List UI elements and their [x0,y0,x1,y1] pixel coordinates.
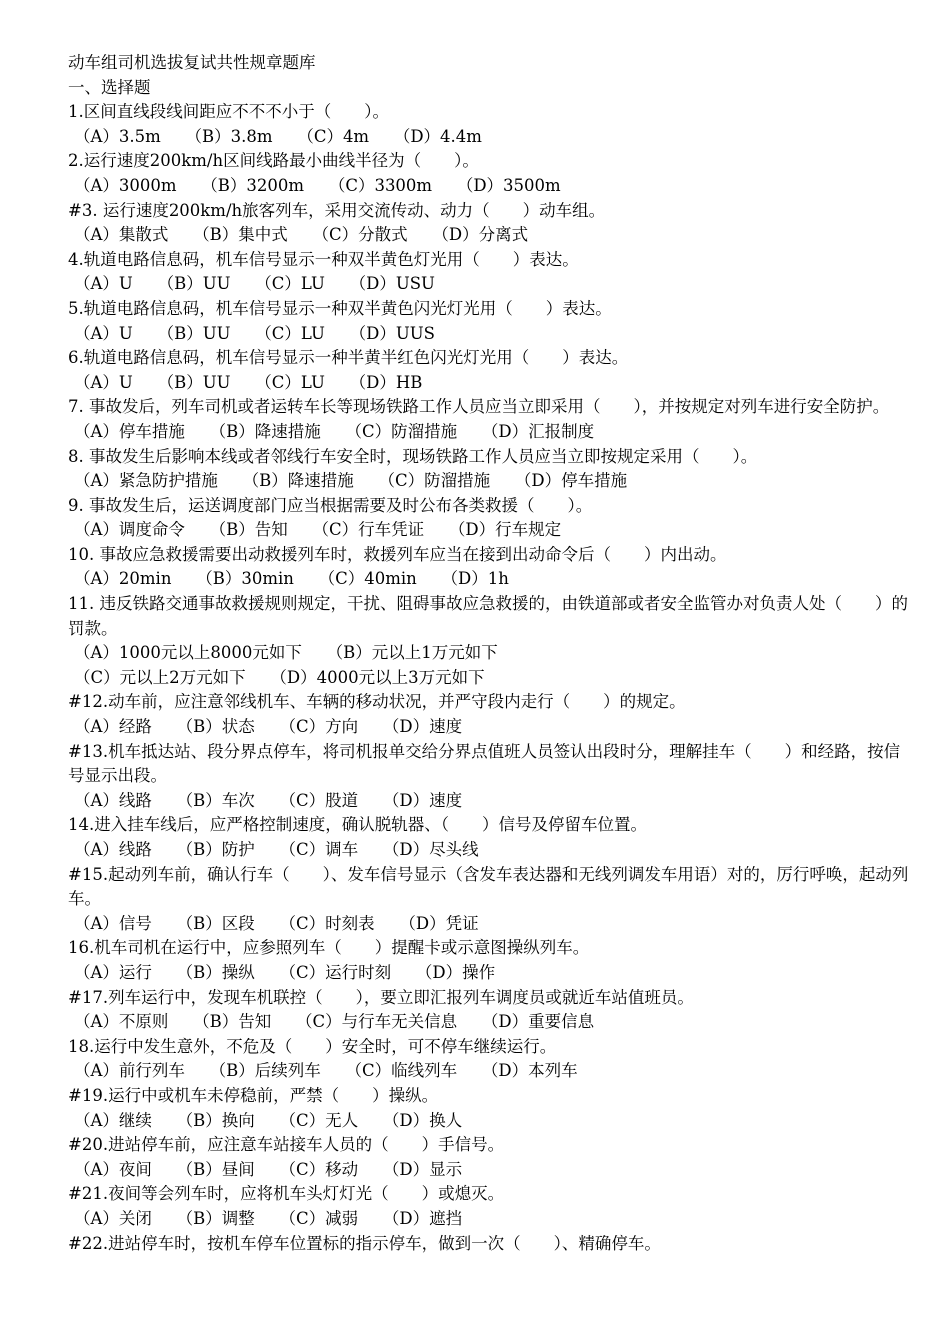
answer-options: （A）1000元以上8000元如下 （B）元以上1万元如下 [74,643,498,663]
answer-options: （A）U （B）UU （C）LU （D）HB [74,372,423,392]
question-item [68,936,910,985]
question-item [68,199,910,248]
question-item [68,1182,910,1231]
answer-options: （A）信号 （B）区段 （C）时刻表 （D）凭证 [74,913,479,933]
question-item [68,1133,910,1182]
question-text: 7. 事故发后，列车司机或者运转车长等现场铁路工作人员应当立即采用（ ），并按规定对列车进行安全防护。 [68,397,890,417]
answer-options: （A）20min （B）30min （C）40min （D）1h [74,569,509,589]
question-item [68,813,910,862]
answer-options: （A）线路 （B）防护 （C）调车 （D）尽头线 [74,840,479,859]
question-item [68,986,910,1035]
answer-options: （A）停车措施 （B）降速措施 （C）防溜措施 （D）汇报制度 [74,421,595,441]
question-list [68,100,910,1256]
question-text: 16.机车司机在运行中，应参照列车（ ）提醒卡或示意图操纵列车。 [68,938,590,958]
question-item [68,149,910,198]
question-text: #21.夜间等会列车时，应将机车头灯灯光（ ）或熄灭。 [68,1184,505,1204]
answer-options: （A）不原则 （B）告知 （C）与行车无关信息 （D）重要信息 [74,1012,595,1032]
answer-options: （A）线路 （B）车次 （C）股道 （D）速度 [74,790,463,810]
question-text: #22.进站停车时，按机车停车位置标的指示停车，做到一次（ ）、精确停车。 [68,1233,661,1253]
question-item [68,248,910,297]
question-item [68,297,910,346]
question-text: 11. 违反铁路交通事故救援规则规定，干扰、阻碍事故应急救援的，由铁道部或者安全监管办对负责人处（ ）的罚款。 [68,594,908,638]
question-text: 14.进入挂车线后，应严格控制速度，确认脱轨器、（ ）信号及停留车位置。 [68,815,647,835]
question-text: #12.动车前，应注意邻线机车、车辆的移动状况，并严守段内走行（ ）的规定。 [68,692,686,712]
answer-options: （A）运行 （B）操纵 （C）运行时刻 （D）操作 [74,962,496,982]
document-title: 动车组司机选拔复试共性规章题库 [68,53,316,72]
question-item [68,1232,910,1257]
answer-options: （A）前行列车 （B）后续列车 （C）临线列车 （D）本列车 [74,1061,578,1081]
question-text: #20.进站停车前，应注意车站接车人员的（ ）手信号。 [68,1135,505,1155]
answer-options: （C）元以上2万元如下 （D）4000元以上3万元如下 [74,667,485,687]
question-text: 2.运行速度200km/h区间线路最小曲线半径为（ ）。 [68,151,479,171]
question-text: #3. 运行速度200km/h旅客列车，采用交流传动、动力（ ）动车组。 [68,200,606,220]
question-item [68,740,910,814]
answer-options: （A）U （B）UU （C）LU （D）UUS [74,323,435,343]
question-text: 4.轨道电路信息码，机车信号显示一种双半黄色灯光用（ ）表达。 [68,249,579,269]
question-item [68,1084,910,1133]
answer-options: （A）U （B）UU （C）LU （D）USU [74,274,435,294]
answer-options: （A）关闭 （B）调整 （C）减弱 （D）遮挡 [74,1208,463,1228]
question-text: 10. 事故应急救援需要出动救援列车时，救援列车应当在接到出动命令后（ ）内出动。 [68,544,727,564]
question-item [68,346,910,395]
question-text: 6.轨道电路信息码，机车信号显示一种半黄半红色闪光灯光用（ ）表达。 [68,348,629,368]
question-item [68,543,910,592]
answer-options: （A）继续 （B）换向 （C）无人 （D）换人 [74,1110,463,1130]
answer-options: （A）集散式 （B）集中式 （C）分散式 （D）分离式 [74,225,529,245]
question-item [68,395,910,444]
question-text: #19.运行中或机车未停稳前，严禁（ ）操纵。 [68,1085,439,1105]
question-text: 18.运行中发生意外，不危及（ ）安全时，可不停车继续运行。 [68,1036,557,1056]
question-text: 9. 事故发生后，运送调度部门应当根据需要及时公布各类救援（ ）。 [68,495,593,515]
question-text: 5.轨道电路信息码，机车信号显示一种双半黄色闪光灯光用（ ）表达。 [68,298,612,318]
question-item [68,100,910,149]
answer-options: （A）调度命令 （B）告知 （C）行车凭证 （D）行车规定 [74,520,562,540]
question-text: 1.区间直线段线间距应不不不小于（ ）。 [68,102,389,122]
answer-options: （A）夜间 （B）昼间 （C）移动 （D）显示 [74,1159,463,1179]
answer-options: （A）紧急防护措施 （B）降速措施 （C）防溜措施 （D）停车措施 [74,471,628,491]
answer-options: （A）3000m （B）3200m （C）3300m （D）3500m [74,175,561,195]
question-item [68,445,910,494]
answer-options: （A）经路 （B）状态 （C）方向 （D）速度 [74,717,463,737]
question-item [68,690,910,739]
answer-options: （A）3.5m （B）3.8m （C）4m （D）4.4m [74,126,482,146]
question-text: #13.机车抵达站、段分界点停车，将司机报单交给分界点值班人员签认出段时分，理解挂车（ ）和经路，按信号显示出段。 [68,741,901,786]
question-text: 8. 事故发生后影响本线或者邻线行车安全时，现场铁路工作人员应当立即按规定采用（ ）。 [68,446,758,466]
question-item [68,494,910,543]
question-text: #15.起动列车前，确认行车（ ）、发车信号显示（含发车表达器和无线列调发车用语）对的，厉行呼唤，起动列车。 [68,864,909,909]
question-item [68,1035,910,1084]
section-heading: 一、选择题 [68,77,151,97]
question-text: #17.列车运行中，发现车机联控（ ），要立即汇报列车调度员或就近车站值班员。 [68,987,694,1007]
question-item [68,863,910,937]
question-item [68,592,910,690]
